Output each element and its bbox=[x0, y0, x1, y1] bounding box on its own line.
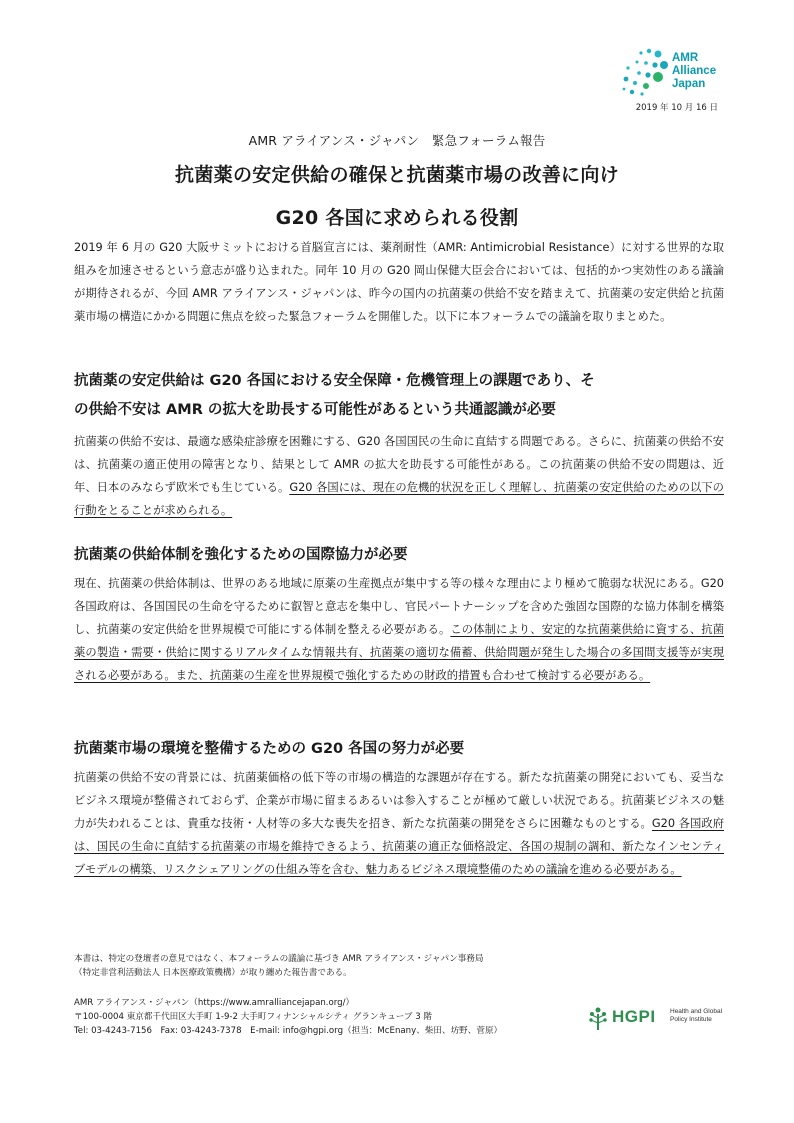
disclaimer-line-2: （特定非営利活動法人 日本医療政策機構）が取り纏めた報告書である。 bbox=[74, 968, 352, 978]
section-3-underlined-text: G20 各国政府は、国民の生命に直結する抗菌薬の市場を維持できるよう、抗菌薬の適正な価格設定、各国の規制の調和、新たなインセンティブモデルの構築、リスクシェアリングの仕組み等を含む、魅力あるビジネス環境整備のための議論を進める必要がある。 bbox=[74, 817, 724, 876]
hgpi-wordmark: HGPI bbox=[612, 1007, 656, 1026]
document-subtitle: AMR アライアンス・ジャパン 緊急フォーラム報告 bbox=[248, 133, 546, 148]
footer-contact: Tel: 03-4243-7156 Fax: 03-4243-7378 E-mail: info@hgpi.org（担当：McEnany、柴田、坊野、菅原） bbox=[74, 1026, 503, 1036]
section-2-paragraph bbox=[74, 572, 724, 687]
section-2-heading: 抗菌薬の供給体制を強化するための国際協力が必要 bbox=[74, 547, 408, 563]
footer-address: 〒100-0004 東京都千代田区大手町 1-9-2 大手町フィナンシャルシティ グランキューブ 3 階 bbox=[74, 1012, 433, 1022]
amr-alliance-logo bbox=[618, 48, 738, 98]
section-1-heading bbox=[74, 367, 734, 425]
section-3-paragraph bbox=[74, 766, 724, 881]
section-1-heading-line-1: 抗菌薬の安定供給は G20 各国における安全保障・危機管理上の課題であり、そ bbox=[74, 373, 595, 389]
logo-line-alliance: Alliance bbox=[672, 65, 717, 77]
document-title-line-2: G20 各国に求められる役割 bbox=[275, 207, 519, 229]
footer-organization: AMR アライアンス・ジャパン（https://www.amralliancejapan.org/） bbox=[74, 998, 355, 1008]
dots-logo-icon bbox=[618, 48, 670, 98]
intro-paragraph: 2019 年 6 月の G20 大阪サミットにおける首脳宣言には、薬剤耐性（AMR: Antimicrobial Resistance）に対する世界的な取組みを加速させるという意志が盛り込まれた。同年 10 月の G20 岡山保健大臣会合においては、包括的かつ実効性のある議論が期待されるが、今回 AMR アライアンス・ジャパンは、昨今の国内の抗菌薬の供給不安を踏まえて、抗菌薬の安定供給と抗菌薬市場の構造にかかる問題に焦点を絞った緊急フォーラムを開催した。以下に本フォーラムでの議論を取りまとめた。 bbox=[74, 241, 724, 323]
section-2-underlined-text: この体制により、安定的な抗菌薬供給に資する、抗菌薬の製造・需要・供給に関するリアルタイムな情報共有、抗菌薬の適切な備蓄、供給問題が発生した場合の多国間支援等が実現される必要がある。また、抗菌薬の生産を世界規模で強化するための財政的措置も合わせて検討する必要がある。 bbox=[74, 623, 724, 682]
hgpi-fullname bbox=[670, 1008, 722, 1024]
section-3-body: 抗菌薬の供給不安の背景には、抗菌薬価格の低下等の市場の構造的な課題が存在する。新たな抗菌薬の開発においても、妥当なビジネス環境が整備されておらず、企業が市場に留まるあるいは参入することが極めて厳しい状況である。抗菌薬ビジネスの魅力が失われることは、貴重な技術・人材等の多大な喪失を招き、新たな抗菌薬の開発をさらに困難なものとする。 bbox=[74, 771, 724, 830]
disclaimer-note bbox=[74, 952, 483, 980]
document-date: 2019 年 10 月 16 日 bbox=[635, 103, 718, 113]
logo-line-amr: AMR bbox=[672, 52, 699, 64]
contact-footer bbox=[74, 996, 502, 1038]
section-1-heading-line-2: の供給不安は AMR の拡大を助長する可能性があるという共通認識が必要 bbox=[74, 402, 556, 418]
section-3-heading: 抗菌薬市場の環境を整備するための G20 各国の努力が必要 bbox=[74, 741, 465, 757]
logo-wordmark bbox=[672, 52, 716, 91]
hgpi-fullname-line-1: Health and Global bbox=[670, 1008, 723, 1015]
logo-line-japan: Japan bbox=[672, 78, 706, 90]
hgpi-logo bbox=[588, 1004, 728, 1032]
section-1-body: 抗菌薬の供給不安は、最適な感染症診療を困難にする、G20 各国国民の生命に直結する問題である。さらに、抗菌薬の供給不安は、抗菌薬の適正使用の障害となり、結果として AMR の拡大を助長する可能性がある。この抗菌薬の供給不安の問題は、近年、日本のみならず欧米でも生じている。 bbox=[74, 435, 724, 494]
document-title-line-1: 抗菌薬の安定供給の確保と抗菌薬市場の改善に向け bbox=[175, 164, 619, 186]
disclaimer-line-1: 本書は、特定の登壇者の意見ではなく、本フォーラムの議論に基づき AMR アライアンス・ジャパン事務局 bbox=[74, 954, 484, 964]
section-1-paragraph bbox=[74, 430, 724, 522]
hgpi-fullname-line-2: Policy Institute bbox=[670, 1016, 712, 1023]
section-2-body: 現在、抗菌薬の供給体制は、世界のある地域に原薬の生産拠点が集中する等の様々な理由により極めて脆弱な状況にある。G20 各国政府は、各国国民の生命を守るために叡智と意志を集中し、官民パートナーシップを含めた強固な国際的な協力体制を構築し、抗菌薬の安定供給を世界規模で可能にする体制を整える必要がある。 bbox=[74, 577, 724, 636]
tree-logo-icon bbox=[588, 1006, 608, 1030]
section-1-underlined-text: G20 各国には、現在の危機的状況を正しく理解し、抗菌薬の安定供給のための以下の行動をとることが求められる。 bbox=[74, 481, 724, 517]
